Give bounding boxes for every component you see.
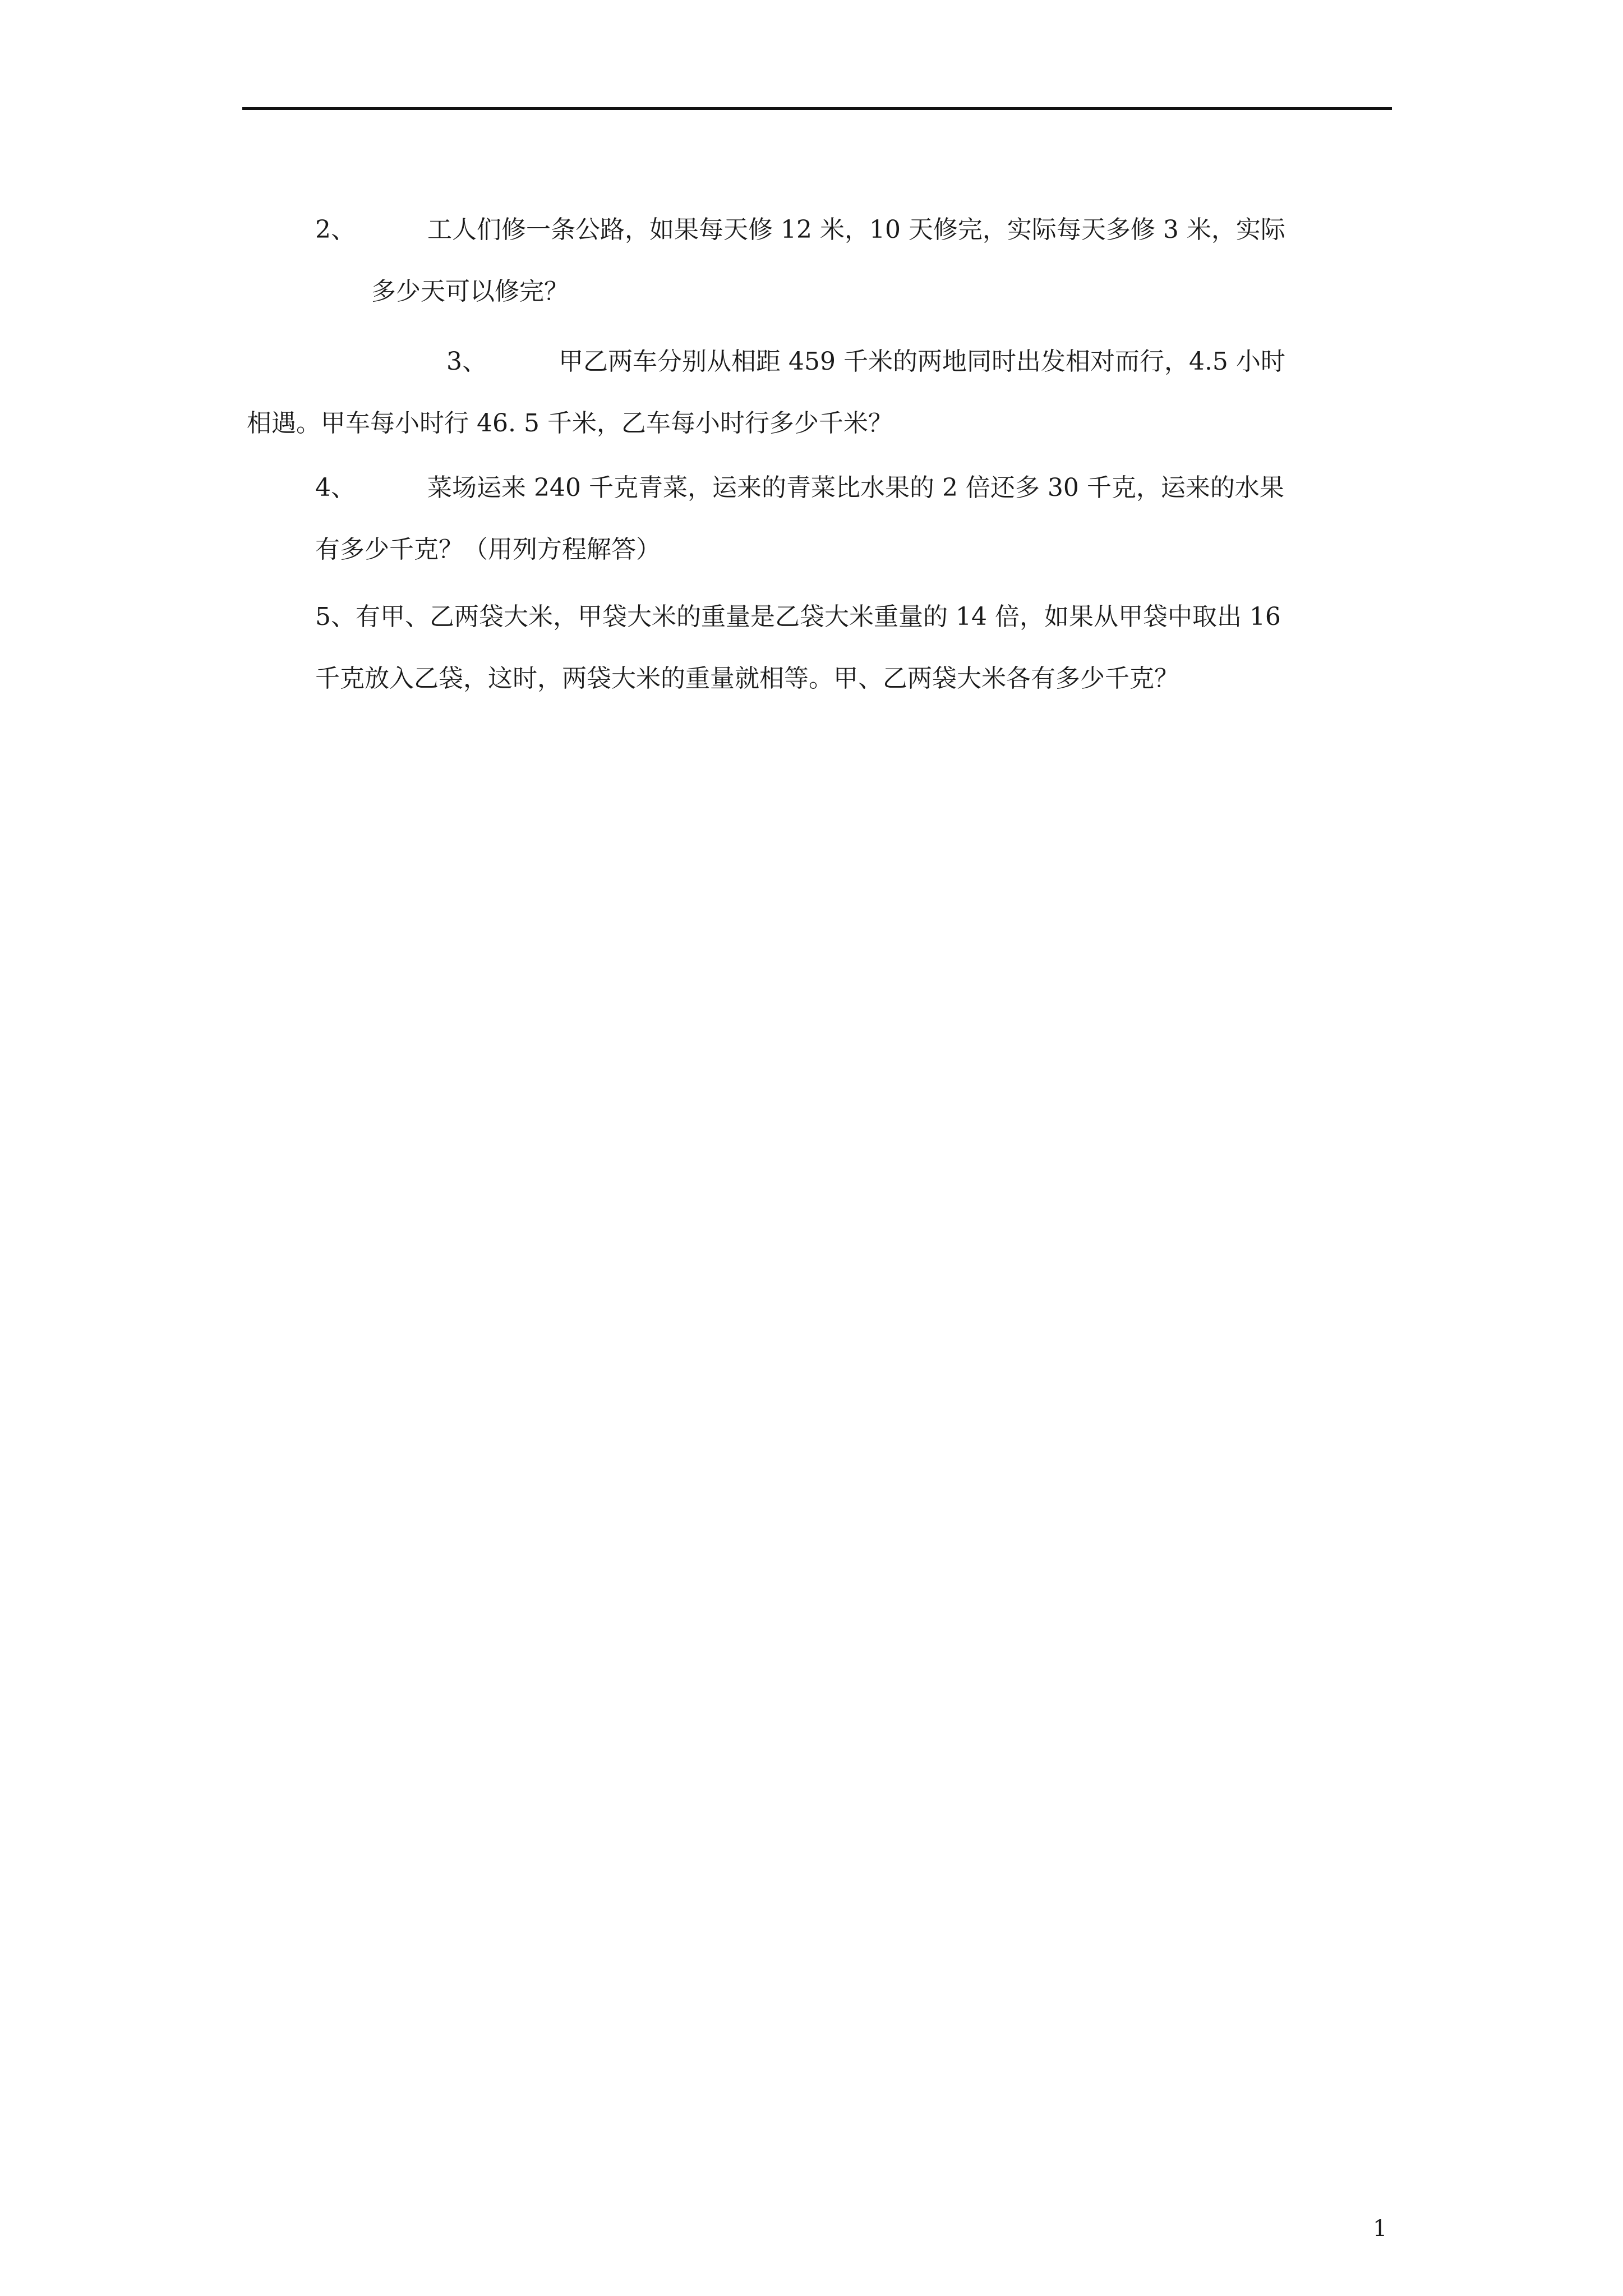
problem-5-line-1: 5、有甲、乙两袋大米，甲袋大米的重量是乙袋大米重量的 14 倍，如果从甲袋中取出 16 [315, 602, 1281, 631]
problem-4-line-2: 有多少千克？（用列方程解答） [315, 535, 661, 564]
problem-3-line-2: 相遇。甲车每小时行 46. 5 千米，乙车每小时行多少千米？ [247, 409, 893, 438]
header-rule [242, 107, 1392, 110]
problem-5-line-2: 千克放入乙袋，这时，两袋大米的重量就相等。甲、乙两袋大米各有多少千克？ [315, 664, 1179, 693]
problem-2-number: 2、 [315, 215, 356, 244]
problem-4-number: 4、 [315, 473, 356, 502]
problem-2-line-1: 工人们修一条公路，如果每天修 12 米，10 天修完，实际每天多修 3 米，实际 [427, 215, 1285, 244]
problem-3-line-1: 甲乙两车分别从相距 459 千米的两地同时出发相对而行，4.5 小时 [559, 347, 1285, 376]
problem-4-line-1: 菜场运来 240 千克青菜，运来的青菜比水果的 2 倍还多 30 千克，运来的水果 [427, 473, 1284, 502]
page-number: 1 [1373, 2216, 1387, 2242]
problem-2-line-2: 多少天可以修完？ [371, 277, 569, 306]
problem-3-number: 3、 [446, 347, 487, 376]
